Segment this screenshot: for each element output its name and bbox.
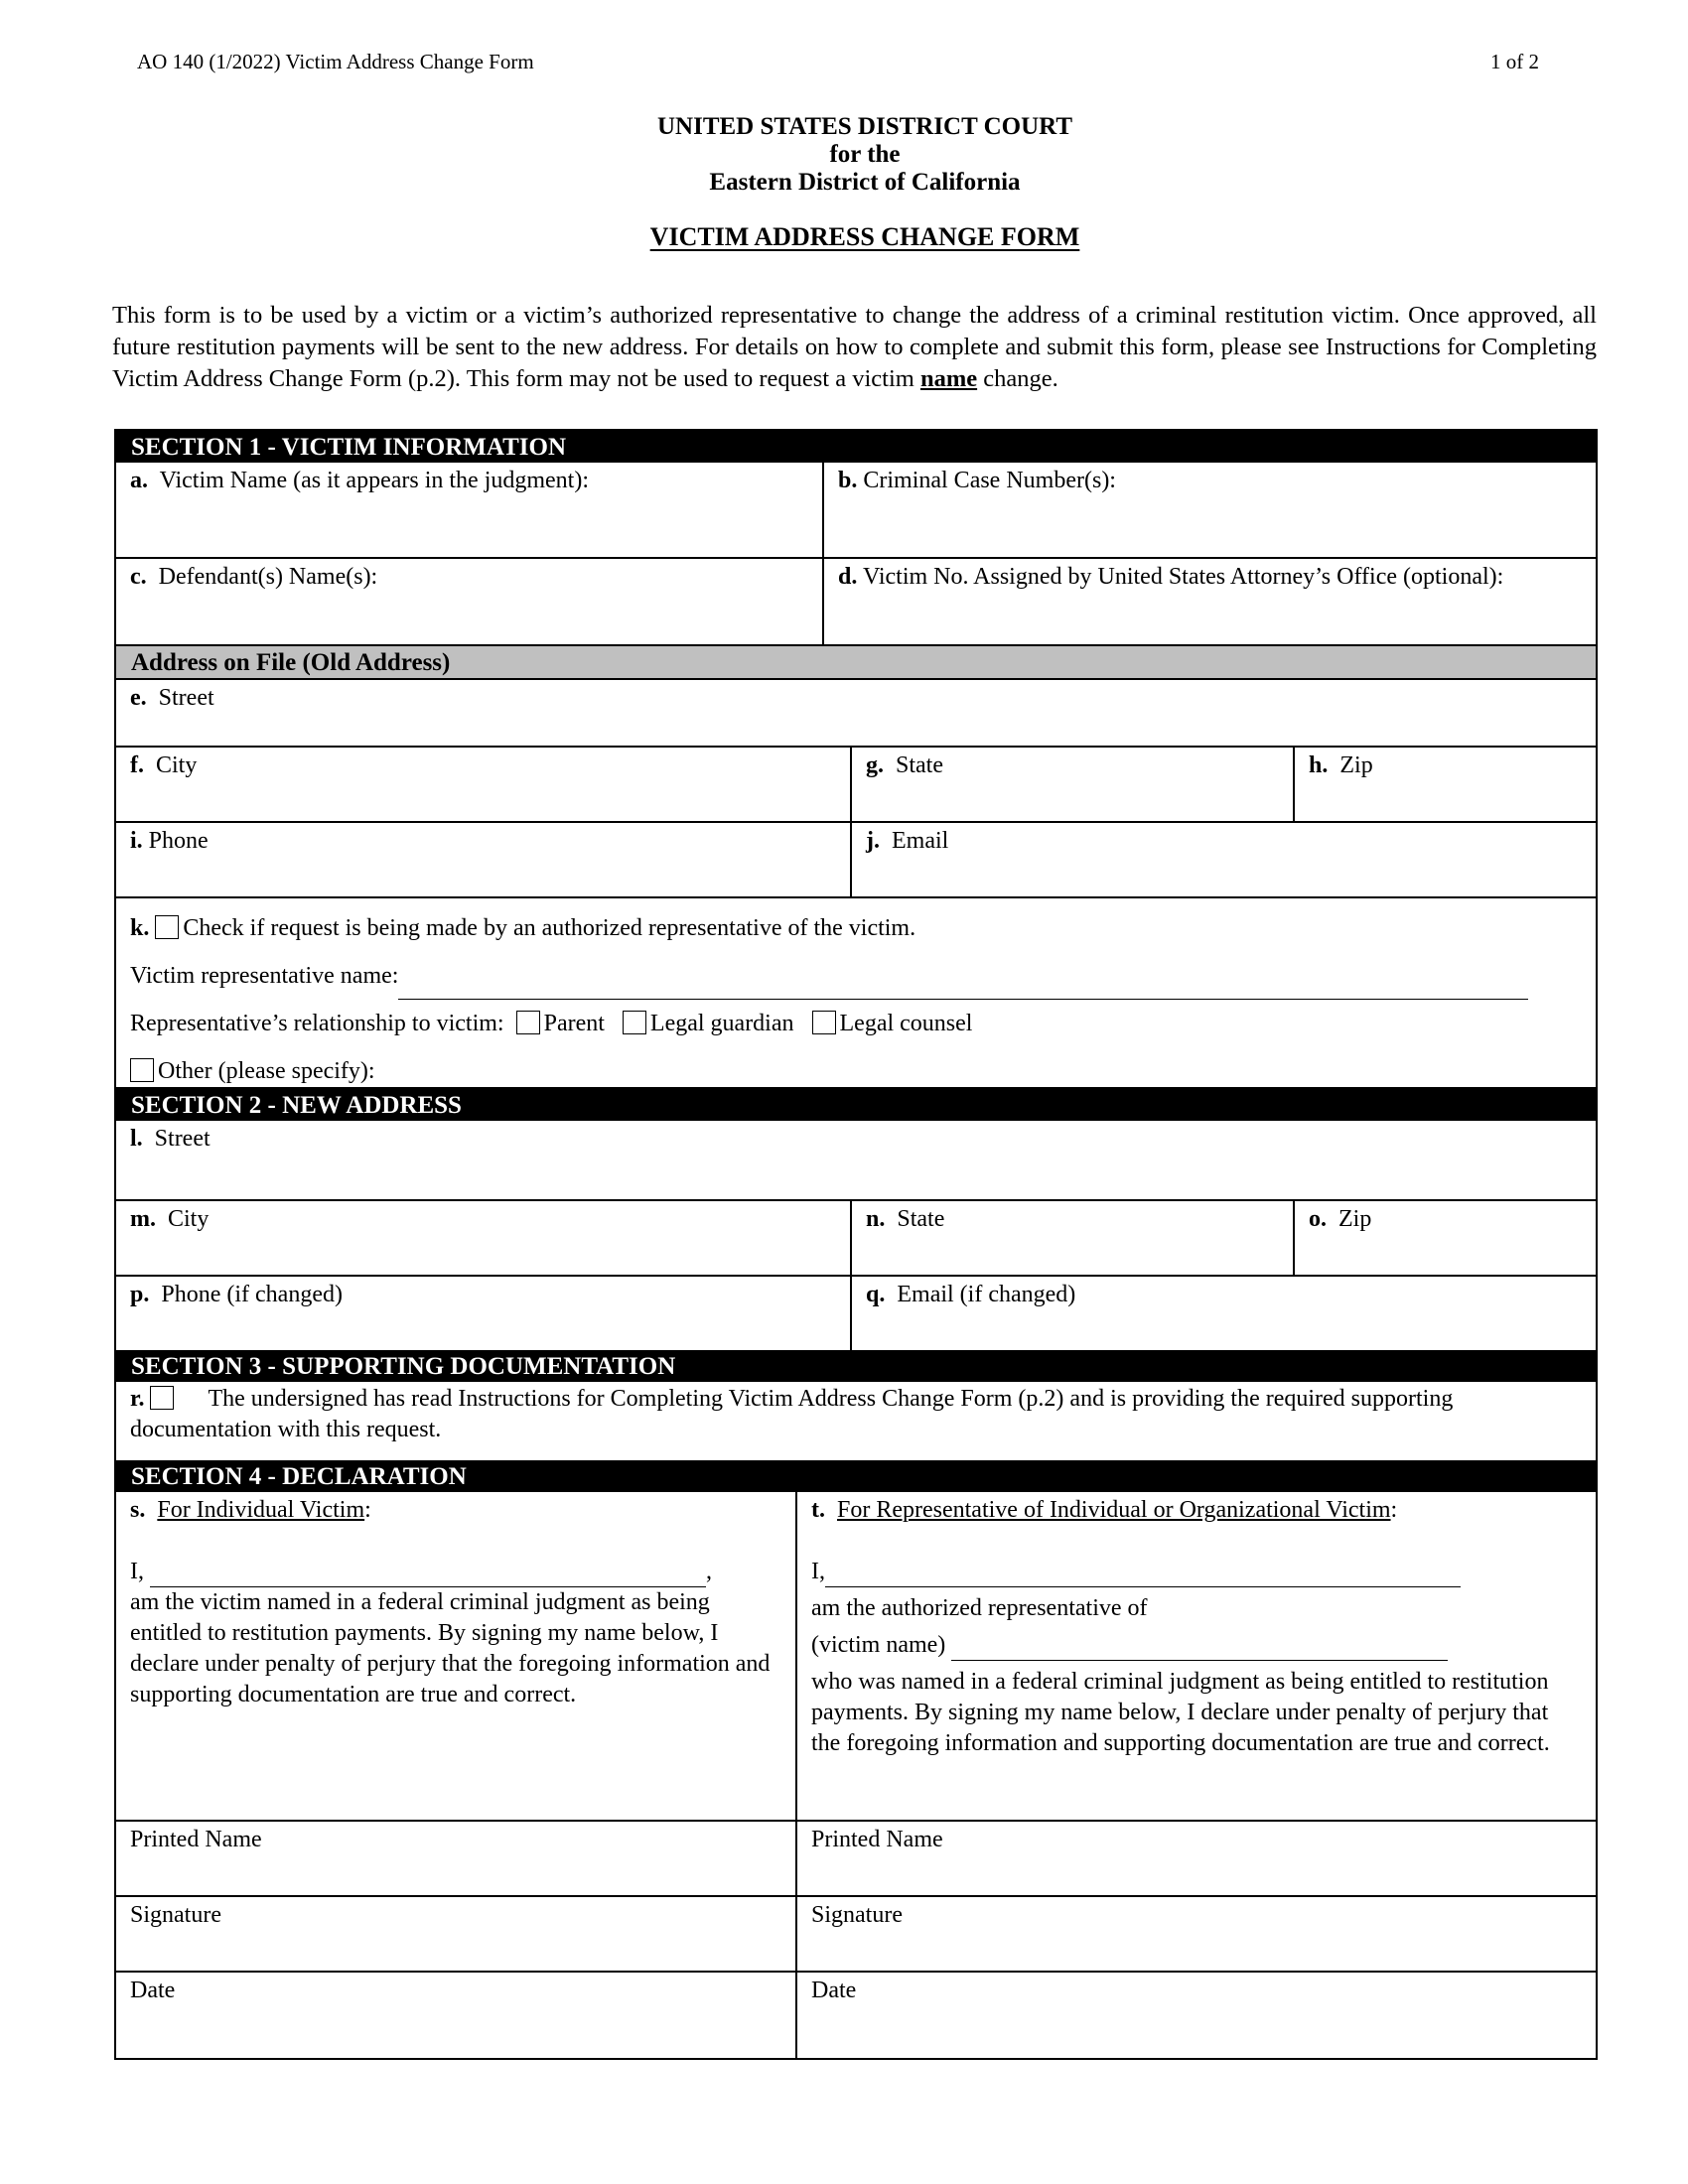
section-4-header: SECTION 4 - DECLARATION bbox=[116, 1460, 1596, 1492]
old-email-field[interactable]: j. Email bbox=[850, 823, 1596, 896]
victim-name-input-line[interactable] bbox=[951, 1636, 1448, 1661]
representative-block: k. Check if request is being made by an authorized representative of the victim. Victim representative name: Representative’s relationship to victim: Parent Legal guardian Legal counsel Other (please specify): bbox=[116, 898, 1596, 1089]
intro-paragraph: This form is to be used by a victim or a victim’s authorized representative to change the address of a criminal restitution victim. Once approved, all future restitution payments will be sent to the new address. For details on how to complete and submit this form, please see Instructions for Completing Victim Address Change Form (p.2). This form may not be used to request a victim name change. bbox=[112, 302, 1597, 392]
old-address-header: Address on File (Old Address) bbox=[116, 646, 1596, 680]
court-heading bbox=[0, 113, 1688, 197]
victim-printed-name-field[interactable]: Printed Name bbox=[130, 1827, 262, 1852]
victim-name-field[interactable]: a. Victim Name (as it appears in the judgment): bbox=[130, 468, 590, 493]
old-zip-field[interactable]: h. Zip bbox=[1293, 748, 1596, 821]
victim-signature-field[interactable]: Signature bbox=[130, 1902, 221, 1928]
section-1-header: SECTION 1 - VICTIM INFORMATION bbox=[116, 431, 1596, 463]
legal-guardian-checkbox[interactable] bbox=[623, 1011, 646, 1034]
court-line-1: UNITED STATES DISTRICT COURT bbox=[657, 113, 1072, 140]
representative-checkbox[interactable] bbox=[155, 915, 179, 939]
section-3-header: SECTION 3 - SUPPORTING DOCUMENTATION bbox=[116, 1350, 1596, 1382]
legal-counsel-checkbox[interactable] bbox=[812, 1011, 836, 1034]
representative-declaration: t. For Representative of Individual or Organizational Victim: I, am the authorized representative of (victim name) who was named in a federal criminal judgment as being entitled to restitution payments. By signing my name below, I declare under penalty of perjury that the foregoing information and supporting documentation are true and correct. bbox=[795, 1492, 1596, 1820]
rep-signature-field[interactable]: Signature bbox=[795, 1897, 1596, 1971]
supporting-docs-checkbox[interactable] bbox=[150, 1386, 174, 1410]
new-street-field[interactable]: l. Street bbox=[130, 1126, 211, 1152]
rep-date-field[interactable]: Date bbox=[795, 1973, 1596, 2058]
old-phone-field[interactable]: i. Phone bbox=[130, 828, 209, 854]
old-state-field[interactable]: g. State bbox=[850, 748, 1293, 821]
new-state-field[interactable]: n. State bbox=[850, 1201, 1293, 1275]
individual-victim-declaration: s. For Individual Victim: I, , am the victim named in a federal criminal judgment as being entitled to restitution payments. By signing my name below, I declare under penalty of perjury that the foregoing information and supporting documentation are true and correct. bbox=[130, 1497, 771, 1707]
parent-checkbox[interactable] bbox=[516, 1011, 540, 1034]
page-number: 1 of 2 bbox=[1490, 50, 1539, 73]
defendant-name-field[interactable]: c. Defendant(s) Name(s): bbox=[130, 564, 378, 590]
victim-number-field[interactable]: d. Victim No. Assigned by United States Attorney’s Office (optional): bbox=[822, 559, 1596, 644]
supporting-docs-statement: r. The undersigned has read Instructions for Completing Victim Address Change Form (p.2) and is providing the required supporting documentation with this request. bbox=[130, 1386, 1454, 1442]
victim-name-line[interactable] bbox=[150, 1563, 706, 1587]
rep-printed-name-field[interactable]: Printed Name bbox=[795, 1822, 1596, 1895]
old-city-field[interactable]: f. City bbox=[130, 752, 198, 778]
new-city-field[interactable]: m. City bbox=[130, 1206, 210, 1232]
section-2-header: SECTION 2 - NEW ADDRESS bbox=[116, 1089, 1596, 1121]
address-change-form bbox=[114, 429, 1598, 2060]
new-email-field[interactable]: q. Email (if changed) bbox=[850, 1277, 1596, 1350]
new-zip-field[interactable]: o. Zip bbox=[1293, 1201, 1596, 1275]
form-id: AO 140 (1/2022) Victim Address Change Form bbox=[137, 50, 534, 73]
representative-name-line[interactable] bbox=[825, 1563, 1461, 1587]
court-line-2: for the bbox=[829, 141, 901, 168]
case-number-field[interactable]: b. Criminal Case Number(s): bbox=[822, 463, 1596, 557]
victim-date-field[interactable]: Date bbox=[130, 1978, 176, 2003]
court-line-3: Eastern District of California bbox=[709, 169, 1021, 196]
new-phone-field[interactable]: p. Phone (if changed) bbox=[130, 1282, 343, 1307]
other-checkbox[interactable] bbox=[130, 1058, 154, 1082]
old-street-field[interactable]: e. Street bbox=[130, 685, 214, 711]
page-title: VICTIM ADDRESS CHANGE FORM bbox=[649, 222, 1080, 251]
rep-name-input[interactable] bbox=[398, 963, 1528, 1000]
